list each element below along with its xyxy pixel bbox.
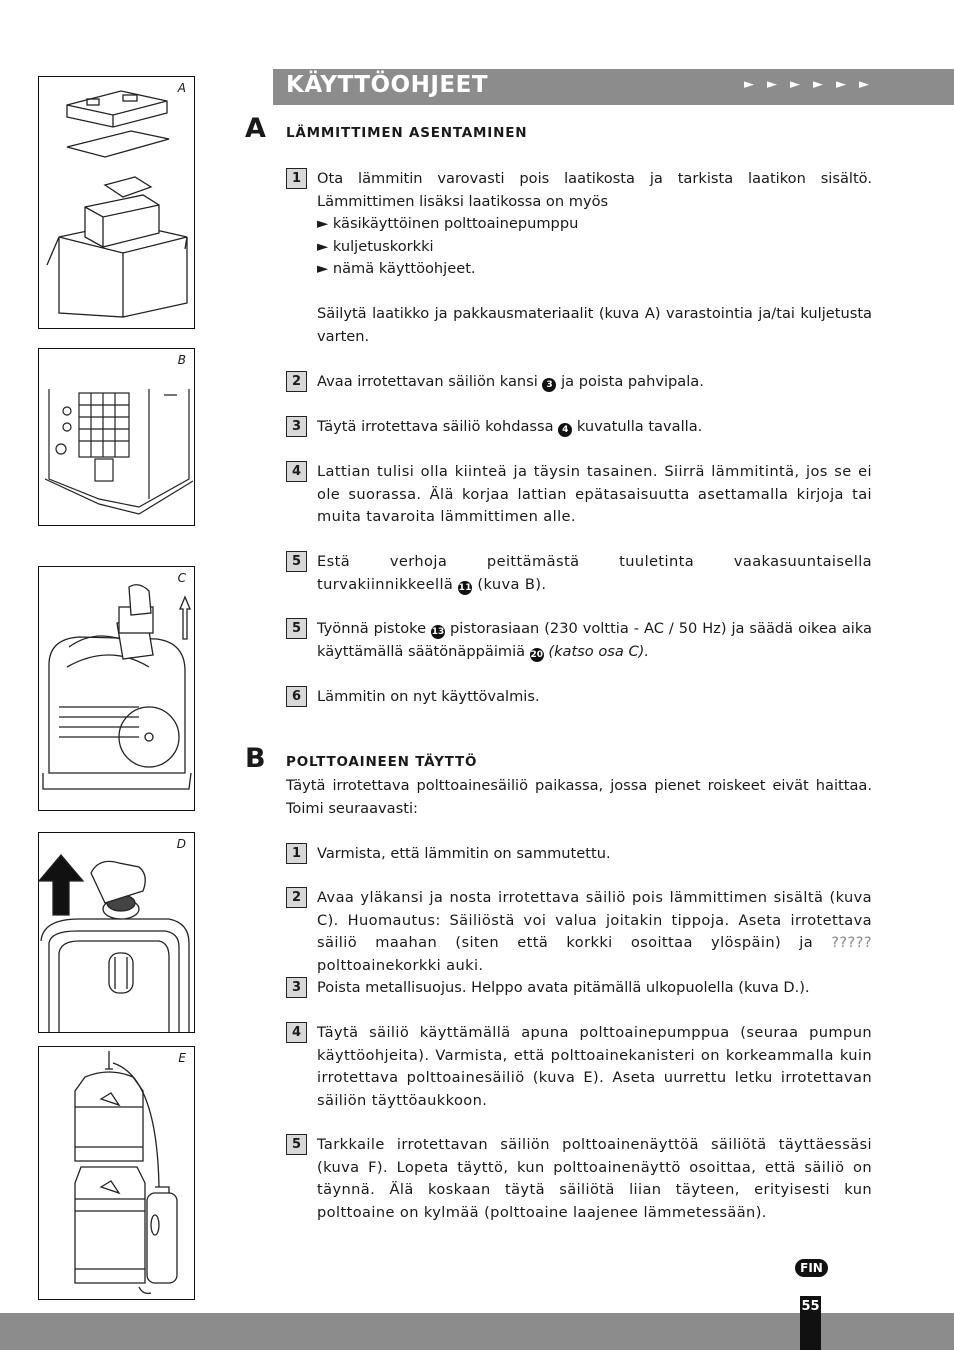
step-a5b [286, 618, 872, 663]
figure-d-label: D [176, 837, 186, 851]
step-text-end: polttoainekorkki auki. [317, 956, 484, 974]
step-text-end: kuvatulla tavalla. [576, 418, 703, 435]
step-b3 [286, 977, 872, 1000]
step-text: Avaa irrotettavan säiliön kansi [317, 373, 538, 390]
step-a2 [286, 371, 872, 394]
step-b1 [286, 843, 872, 866]
missing-reference-placeholder: ????? [831, 934, 872, 952]
step-text: Varmista, että lämmitin on sammutettu. [317, 845, 611, 862]
step-number: 2 [286, 371, 307, 392]
step-number: 5 [286, 551, 307, 572]
figure-c [38, 566, 195, 811]
figure-b-label: B [177, 353, 186, 367]
step-a1 [286, 168, 872, 348]
step-text: Poista metallisuojus. Helppo avata pitämällä ulkopuolella (kuva D.). [317, 979, 810, 996]
heater-grille-illustration [39, 349, 194, 525]
step-number: 5 [286, 618, 307, 639]
bullet-manual: ► nämä käyttöohjeet. [317, 260, 476, 278]
section-b-letter: B [245, 743, 266, 774]
step-number: 1 [286, 168, 307, 189]
figure-b [38, 348, 195, 526]
step-text: Täytä säiliö käyttämällä apuna polttoainepumppua (seuraa pumpun käyttöohjeita). Varmista, että polttoainekanisteri on korkeammalla kuin irrotettava polttoainesäiliö (kuva E). Aseta uurrettu letku irrotettavan säiliön täyttöaukkoon. [317, 1024, 872, 1109]
section-b-intro: Täytä irrotettava polttoainesäiliö paikassa, jossa pienet roiskeet eivät haittaa. Toimi seuraavasti: [286, 777, 872, 817]
figure-a-label: A [177, 81, 186, 95]
step-text-end: (kuva B). [477, 575, 547, 593]
step-number: 5 [286, 1134, 307, 1155]
figure-a [38, 76, 195, 329]
box-unpacking-illustration [39, 77, 194, 328]
bullet-pump: ► käsikäyttöinen polttoainepumppu [317, 215, 579, 233]
metal-cover-illustration [39, 833, 194, 1032]
part-number-badge: 13 [431, 627, 445, 637]
step-number: 4 [286, 461, 307, 482]
step-number: 6 [286, 686, 307, 707]
step-text: Estä verhoja peittämästä tuuletinta vaakasuuntaisella turvakiinnikkeellä [317, 553, 872, 593]
step-text: Täytä irrotettava säiliö kohdassa [317, 418, 554, 435]
step-text: Työnnä pistoke [317, 620, 427, 637]
step-number: 4 [286, 1022, 307, 1043]
step-text-mid: pistorasiaan (230 volttia - AC / 50 Hz) ja säädä oikea aika käyttämällä säätönäppäimiä [317, 620, 872, 660]
part-number-badge: 11 [458, 582, 472, 593]
page-number: 55 [800, 1296, 821, 1350]
step-number: 1 [286, 843, 307, 864]
section-a-letter: A [245, 113, 266, 144]
figure-e [38, 1046, 195, 1300]
step-text: Tarkkaile irrotettavan säiliön polttoainenäyttöä säiliötä täyttäessäsi (kuva F). Lopeta täyttö, kun polttoainenäyttö osoittaa, että säiliö on täynnä. Älä koskaan täytä säiliötä liian täyteen, erityisesti kun polttoaine on kylmää (polttoaine laajenee lämmetessään). [317, 1136, 872, 1221]
part-number-badge: 3 [542, 378, 556, 392]
step-a4 [286, 461, 872, 529]
language-badge: FIN [795, 1259, 828, 1277]
step-text: Ota lämmitin varovasti pois laatikosta ja tarkista laatikon sisältö. Lämmittimen lisäksi laatikossa on myös [317, 170, 872, 210]
bullet-cap: ► kuljetuskorkki [317, 237, 434, 255]
step-text: Lattian tulisi olla kiinteä ja täysin tasainen. Siirrä lämmitintä, jos se ei ole suorassa. Älä korjaa lattian epätasaisuutta asettamalla kirjoja tai muita tavaroita lämmittimen alle. [317, 463, 872, 526]
step-number: 2 [286, 887, 307, 908]
step-a3 [286, 416, 872, 439]
section-a-title: LÄMMITTIMEN ASENTAMINEN [286, 125, 528, 141]
step-text: Lämmitin on nyt käyttövalmis. [317, 688, 540, 705]
header-arrows: ►►►►►► [744, 77, 882, 92]
figure-d [38, 832, 195, 1033]
tank-removal-illustration [39, 567, 194, 810]
step-b5 [286, 1134, 872, 1224]
step-b2 [286, 887, 872, 977]
part-number-badge: 4 [558, 423, 572, 437]
step-text-reference: (katso osa C). [548, 642, 649, 660]
step-a5 [286, 551, 872, 596]
step-number: 3 [286, 977, 307, 998]
step-b4 [286, 1022, 872, 1112]
header-bar [273, 69, 954, 105]
step-text-end: ja poista pahvipala. [561, 373, 704, 390]
figure-e-label: E [178, 1051, 186, 1065]
page-title: KÄYTTÖOHJEET [286, 72, 489, 98]
step-note: Säilytä laatikko ja pakkausmateriaalit (kuva A) varastointia ja/tai kuljetusta varten. [317, 304, 872, 345]
step-number: 3 [286, 416, 307, 437]
section-b-title: POLTTOAINEEN TÄYTTÖ [286, 754, 478, 770]
figure-c-label: C [177, 571, 186, 585]
step-text: Avaa yläkansi ja nosta irrotettava säiliö pois lämmittimen sisältä (kuva C). Huomautus: Säiliöstä voi valua joitakin tippoja. Aseta irrotettava säiliö maahan (siten että korkki osoittaa ylöspäin) ja [317, 889, 872, 952]
pump-filling-illustration [39, 1047, 194, 1299]
part-number-badge: 20 [530, 649, 543, 660]
step-a6 [286, 686, 872, 709]
